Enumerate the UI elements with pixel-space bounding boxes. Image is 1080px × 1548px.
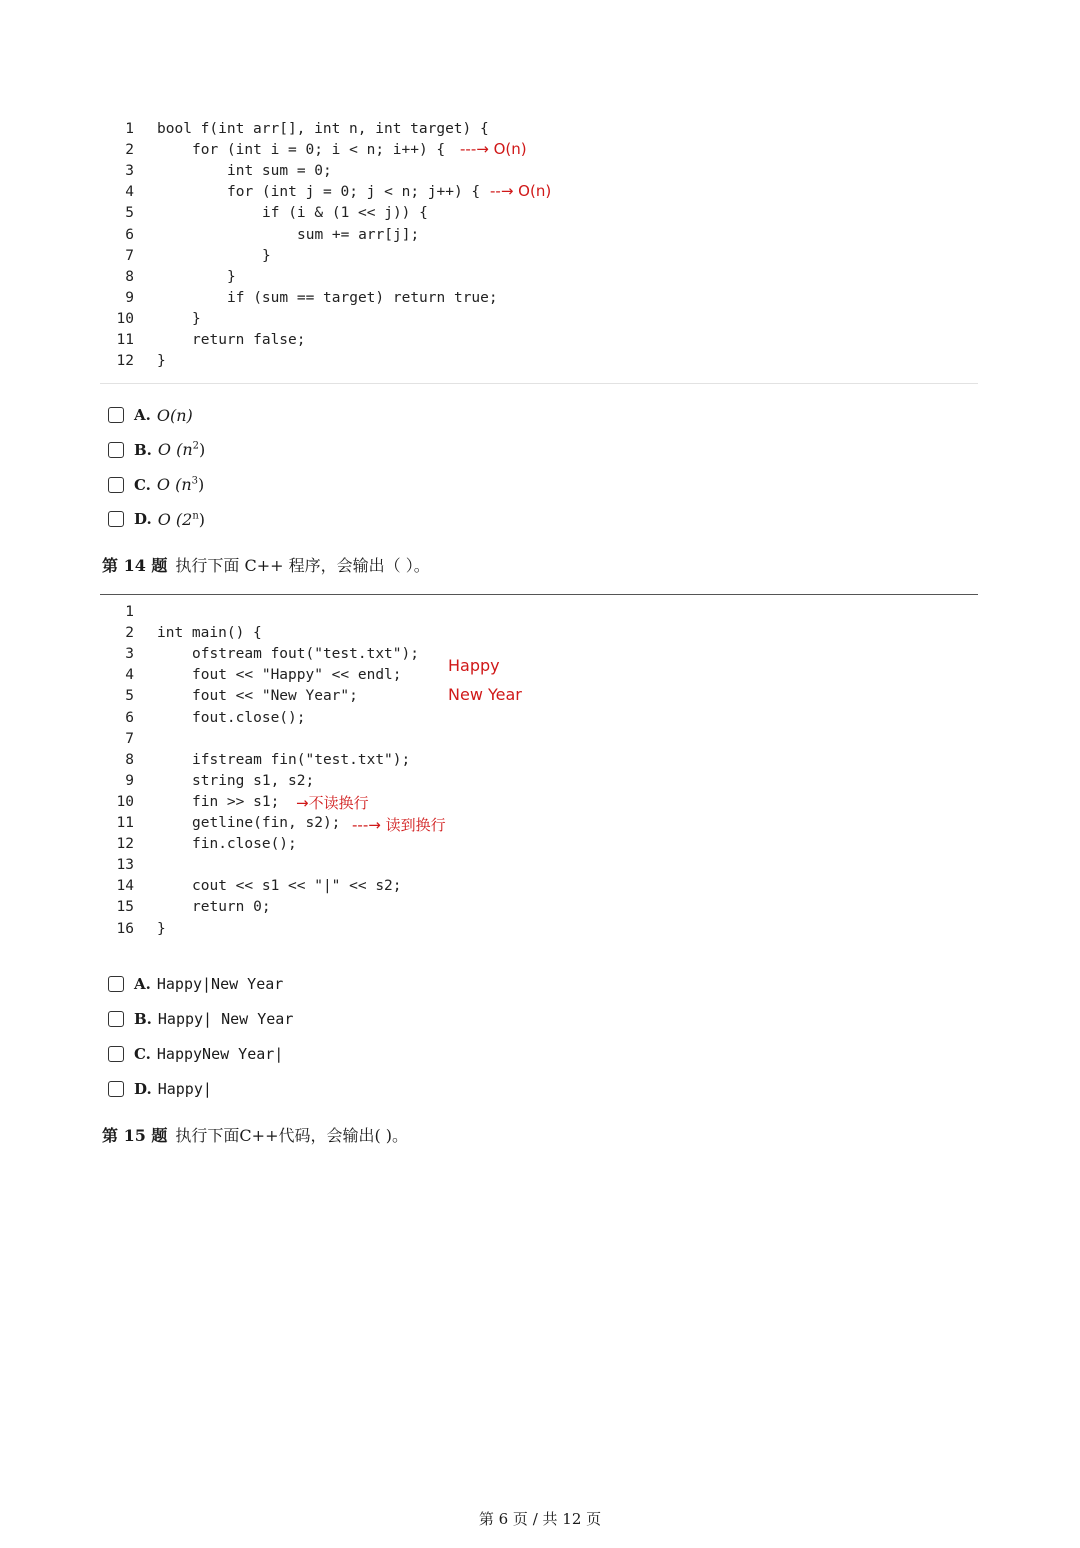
formula-exponent: 2 [192, 440, 200, 452]
page-footer: 第 6 页 / 共 12 页 [478, 1510, 602, 1528]
checkbox-icon[interactable] [108, 511, 124, 527]
formula-close: ) [199, 440, 206, 460]
line-number: 13 [116, 857, 134, 874]
code-text: string s1, s2; [192, 772, 315, 789]
code-text: if (sum == target) return true; [227, 289, 498, 306]
code-text: ofstream fout("test.txt"); [192, 646, 419, 663]
code-text: return 0; [192, 899, 271, 916]
question-14-number: 第 14 题 [102, 556, 168, 575]
line-number: 4 [125, 667, 134, 684]
option-formula [158, 440, 205, 459]
question-15-text: 执行下面C++代码，会输出( )。 [175, 1126, 409, 1145]
formula-exponent: n [192, 510, 199, 522]
line-number: 14 [116, 878, 134, 895]
line-number: 9 [125, 772, 134, 789]
code-text: sum += arr[j]; [297, 226, 420, 243]
option-formula [157, 475, 204, 494]
code-text: } [262, 247, 271, 264]
code-text: } [157, 920, 166, 937]
line-number: 1 [125, 604, 134, 620]
formula-base: O (n [157, 440, 193, 460]
option-letter: C. [134, 1045, 151, 1063]
line-number: 9 [125, 289, 134, 306]
option-d[interactable] [108, 1076, 212, 1102]
code-text: return false; [192, 332, 306, 348]
code-text: fin >> s1; [192, 793, 280, 810]
checkbox-icon[interactable] [108, 1011, 124, 1027]
separator-line [100, 594, 978, 595]
option-formula [158, 510, 205, 529]
code-text: for (int i = 0; i < n; i++) { [192, 142, 446, 159]
question-15-number: 第 15 题 [102, 1126, 168, 1145]
line-number: 3 [125, 646, 134, 663]
code-text: } [192, 310, 201, 327]
option-d[interactable] [108, 506, 205, 532]
line-number: 6 [125, 709, 134, 726]
formula-close: ) [198, 509, 206, 529]
checkbox-icon[interactable] [108, 477, 124, 493]
code-text: } [227, 268, 236, 285]
code-text: int sum = 0; [227, 163, 332, 180]
line-number: 8 [125, 268, 134, 285]
code-text: fout << "Happy" << endl; [192, 667, 402, 684]
code-text: fout.close(); [192, 709, 306, 726]
question-14-text: 执行下面 C++ 程序，会输出（ ）。 [175, 556, 430, 575]
option-text: Happy|New Year [156, 975, 284, 993]
separator-line [100, 383, 978, 384]
code-text: for (int j = 0; j < n; j++) { [227, 184, 481, 201]
formula-close: ) [198, 475, 205, 495]
formula-exponent: 3 [191, 475, 199, 487]
option-letter: A. [134, 975, 151, 993]
formula-base: O (n [156, 475, 192, 495]
annotation-no-newline-read: →不读换行 [296, 794, 369, 812]
option-letter: A. [134, 406, 151, 424]
question-14-title [102, 553, 430, 576]
code-text: fin.close(); [192, 836, 297, 853]
checkbox-icon[interactable] [108, 976, 124, 992]
line-number: 12 [116, 353, 134, 370]
option-letter: D. [134, 1080, 152, 1098]
option-text: Happy| [157, 1080, 212, 1098]
code-text: getline(fin, s2); [192, 815, 341, 831]
option-c[interactable] [108, 472, 204, 498]
line-number: 12 [116, 836, 134, 853]
line-number: 11 [116, 815, 134, 831]
formula-base: O (2 [157, 509, 193, 529]
option-a[interactable] [108, 402, 193, 428]
line-number: 5 [125, 688, 134, 705]
line-number: 5 [125, 205, 134, 222]
option-letter: C. [134, 475, 151, 494]
checkbox-icon[interactable] [108, 442, 124, 458]
code-text: if (i & (1 << j)) { [262, 205, 428, 222]
line-number: 15 [116, 899, 134, 916]
annotation-happy: Happy [448, 656, 500, 675]
line-number: 16 [116, 920, 134, 937]
annotation-reads-newline: ---→ 读到换行 [352, 816, 446, 834]
line-number: 7 [125, 247, 134, 264]
line-number: 11 [116, 332, 134, 348]
line-number: 2 [125, 625, 134, 642]
line-number: 2 [125, 142, 134, 159]
code-text: fout << "New Year"; [192, 688, 358, 705]
option-b[interactable] [108, 437, 205, 463]
line-number: 10 [116, 310, 134, 327]
line-number: 1 [125, 121, 134, 137]
line-number: 10 [116, 793, 134, 810]
checkbox-icon[interactable] [108, 1081, 124, 1097]
line-number: 6 [125, 226, 134, 243]
option-c[interactable] [108, 1041, 283, 1067]
code-text: bool f(int arr[], int n, int target) { [157, 121, 489, 137]
code-text: } [157, 353, 166, 370]
line-number: 3 [125, 163, 134, 180]
line-number: 4 [125, 184, 134, 201]
option-text: Happy| New Year [157, 1010, 294, 1028]
code-text: cout << s1 << "|" << s2; [192, 878, 402, 895]
option-letter: B. [134, 1010, 152, 1028]
code-text: int main() { [157, 625, 262, 642]
question-15-title [102, 1123, 408, 1146]
annotation-new-year: New Year [448, 685, 522, 704]
line-number: 7 [125, 730, 134, 747]
code-text: ifstream fin("test.txt"); [192, 751, 411, 768]
option-letter: D. [134, 510, 152, 529]
checkbox-icon[interactable] [108, 1046, 124, 1062]
option-b[interactable] [108, 1006, 293, 1032]
option-text: HappyNew Year| [156, 1045, 284, 1063]
annotation-outer-loop: ---→ O(n) [460, 140, 527, 158]
option-formula [157, 406, 193, 425]
checkbox-icon[interactable] [108, 407, 124, 423]
annotation-inner-loop: --→ O(n) [490, 182, 552, 200]
line-number: 8 [125, 751, 134, 768]
option-letter: B. [134, 440, 152, 459]
option-a[interactable] [108, 971, 283, 997]
formula-base: O(n) [156, 405, 193, 425]
